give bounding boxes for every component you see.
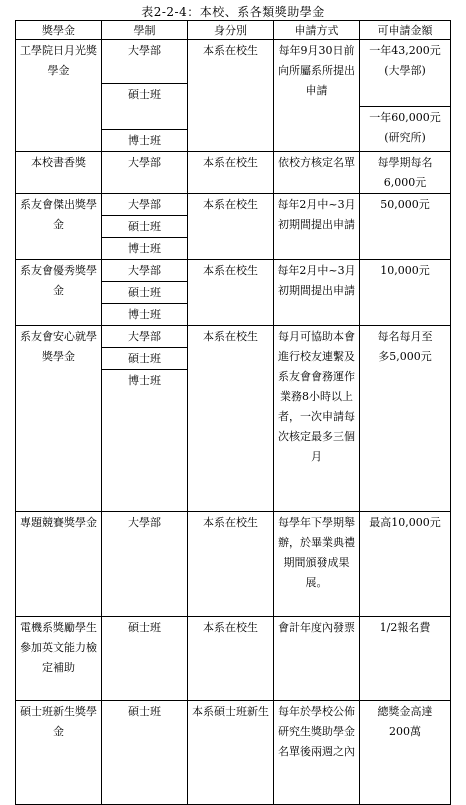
table-row	[16, 617, 451, 701]
table-row	[16, 326, 451, 348]
amount-line: 6,000元	[383, 176, 427, 189]
amount-line: (研究所)	[384, 131, 426, 144]
program-cell: 博士班	[102, 238, 188, 260]
program-cell: 碩士班	[102, 216, 188, 238]
amount-cell	[360, 40, 451, 107]
table-row	[16, 152, 451, 194]
method-cell: 每年2月中~3月初期間提出申請	[274, 194, 360, 260]
table-row	[16, 701, 451, 805]
program-cell: 博士班	[102, 130, 188, 152]
method-cell: 會計年度內發票	[274, 617, 360, 701]
program-cell: 碩士班	[102, 348, 188, 370]
program-cell: 博士班	[102, 370, 188, 512]
amount-line: 一年60,000元	[369, 111, 441, 124]
program-cell: 大學部	[102, 40, 188, 84]
identity-cell: 本系在校生	[188, 260, 274, 326]
identity-cell: 本系在校生	[188, 617, 274, 701]
scholarship-name: 工學院日月光獎學金	[16, 40, 102, 152]
method-cell: 每月可協助本會進行校友連繫及系友會會務運作業務8小時以上者，一次申請每次核定最多三個月	[274, 326, 360, 512]
table-row	[16, 194, 451, 216]
amount-cell: 1/2報名費	[360, 617, 451, 701]
amount-line: (大學部)	[384, 64, 426, 77]
method-cell: 每年2月中~3月初期間提出申請	[274, 260, 360, 326]
col-header-program: 學制	[102, 21, 188, 40]
amount-cell: 50,000元	[360, 194, 451, 260]
program-cell: 碩士班	[102, 617, 188, 701]
amount-cell: 最高10,000元	[360, 512, 451, 617]
amount-cell	[360, 107, 451, 152]
amount-cell: 10,000元	[360, 260, 451, 326]
identity-cell: 本系在校生	[188, 152, 274, 194]
program-cell: 碩士班	[102, 282, 188, 304]
method-cell: 每年於學校公佈研究生獎助學金名單後兩週之內	[274, 701, 360, 805]
header-row	[16, 21, 451, 40]
amount-line: 總獎金高達	[377, 705, 433, 718]
program-cell: 大學部	[102, 194, 188, 216]
amount-line: 每名每月至	[377, 330, 433, 343]
amount-cell	[360, 701, 451, 805]
program-cell: 博士班	[102, 304, 188, 326]
col-header-identity: 身分別	[188, 21, 274, 40]
identity-cell: 本系在校生	[188, 194, 274, 260]
identity-cell: 本系在校生	[188, 512, 274, 617]
identity-cell: 本系碩士班新生	[188, 701, 274, 805]
method-cell: 依校方核定名單	[274, 152, 360, 194]
col-header-amount: 可申請金額	[360, 21, 451, 40]
program-cell: 大學部	[102, 260, 188, 282]
scholarship-name: 系友會優秀獎學金	[16, 260, 102, 326]
scholarship-name: 本校書香獎	[16, 152, 102, 194]
scholarship-name: 碩士班新生獎學金	[16, 701, 102, 805]
amount-line: 一年43,200元	[369, 44, 441, 57]
scholarship-name: 系友會傑出獎學金	[16, 194, 102, 260]
program-cell: 大學部	[102, 326, 188, 348]
program-cell: 大學部	[102, 152, 188, 194]
amount-cell	[360, 326, 451, 512]
table-row	[16, 512, 451, 617]
scholarship-name: 專題競賽獎學金	[16, 512, 102, 617]
scholarship-name: 電機系獎勵學生參加英文能力檢定補助	[16, 617, 102, 701]
amount-line: 200萬	[389, 725, 421, 738]
method-cell: 每年9月30日前向所屬系所提出申請	[274, 40, 360, 152]
amount-line: 多5,000元	[378, 350, 432, 363]
table-row	[16, 260, 451, 282]
scholarship-name: 系友會安心就學獎學金	[16, 326, 102, 512]
identity-cell: 本系在校生	[188, 40, 274, 152]
program-cell: 碩士班	[102, 84, 188, 130]
col-header-scholarship: 獎學金	[16, 21, 102, 40]
identity-cell: 本系在校生	[188, 326, 274, 512]
table-caption: 表2-2-4：本校、系各類獎助學金	[141, 5, 325, 19]
method-cell: 每學年下學期舉辦，於畢業典禮期間頒發成果展。	[274, 512, 360, 617]
amount-cell	[360, 152, 451, 194]
program-cell: 碩士班	[102, 701, 188, 805]
scholarship-table	[15, 20, 451, 805]
amount-line: 每學期每名	[377, 156, 433, 169]
table-row	[16, 40, 451, 84]
col-header-method: 申請方式	[274, 21, 360, 40]
program-cell: 大學部	[102, 512, 188, 617]
